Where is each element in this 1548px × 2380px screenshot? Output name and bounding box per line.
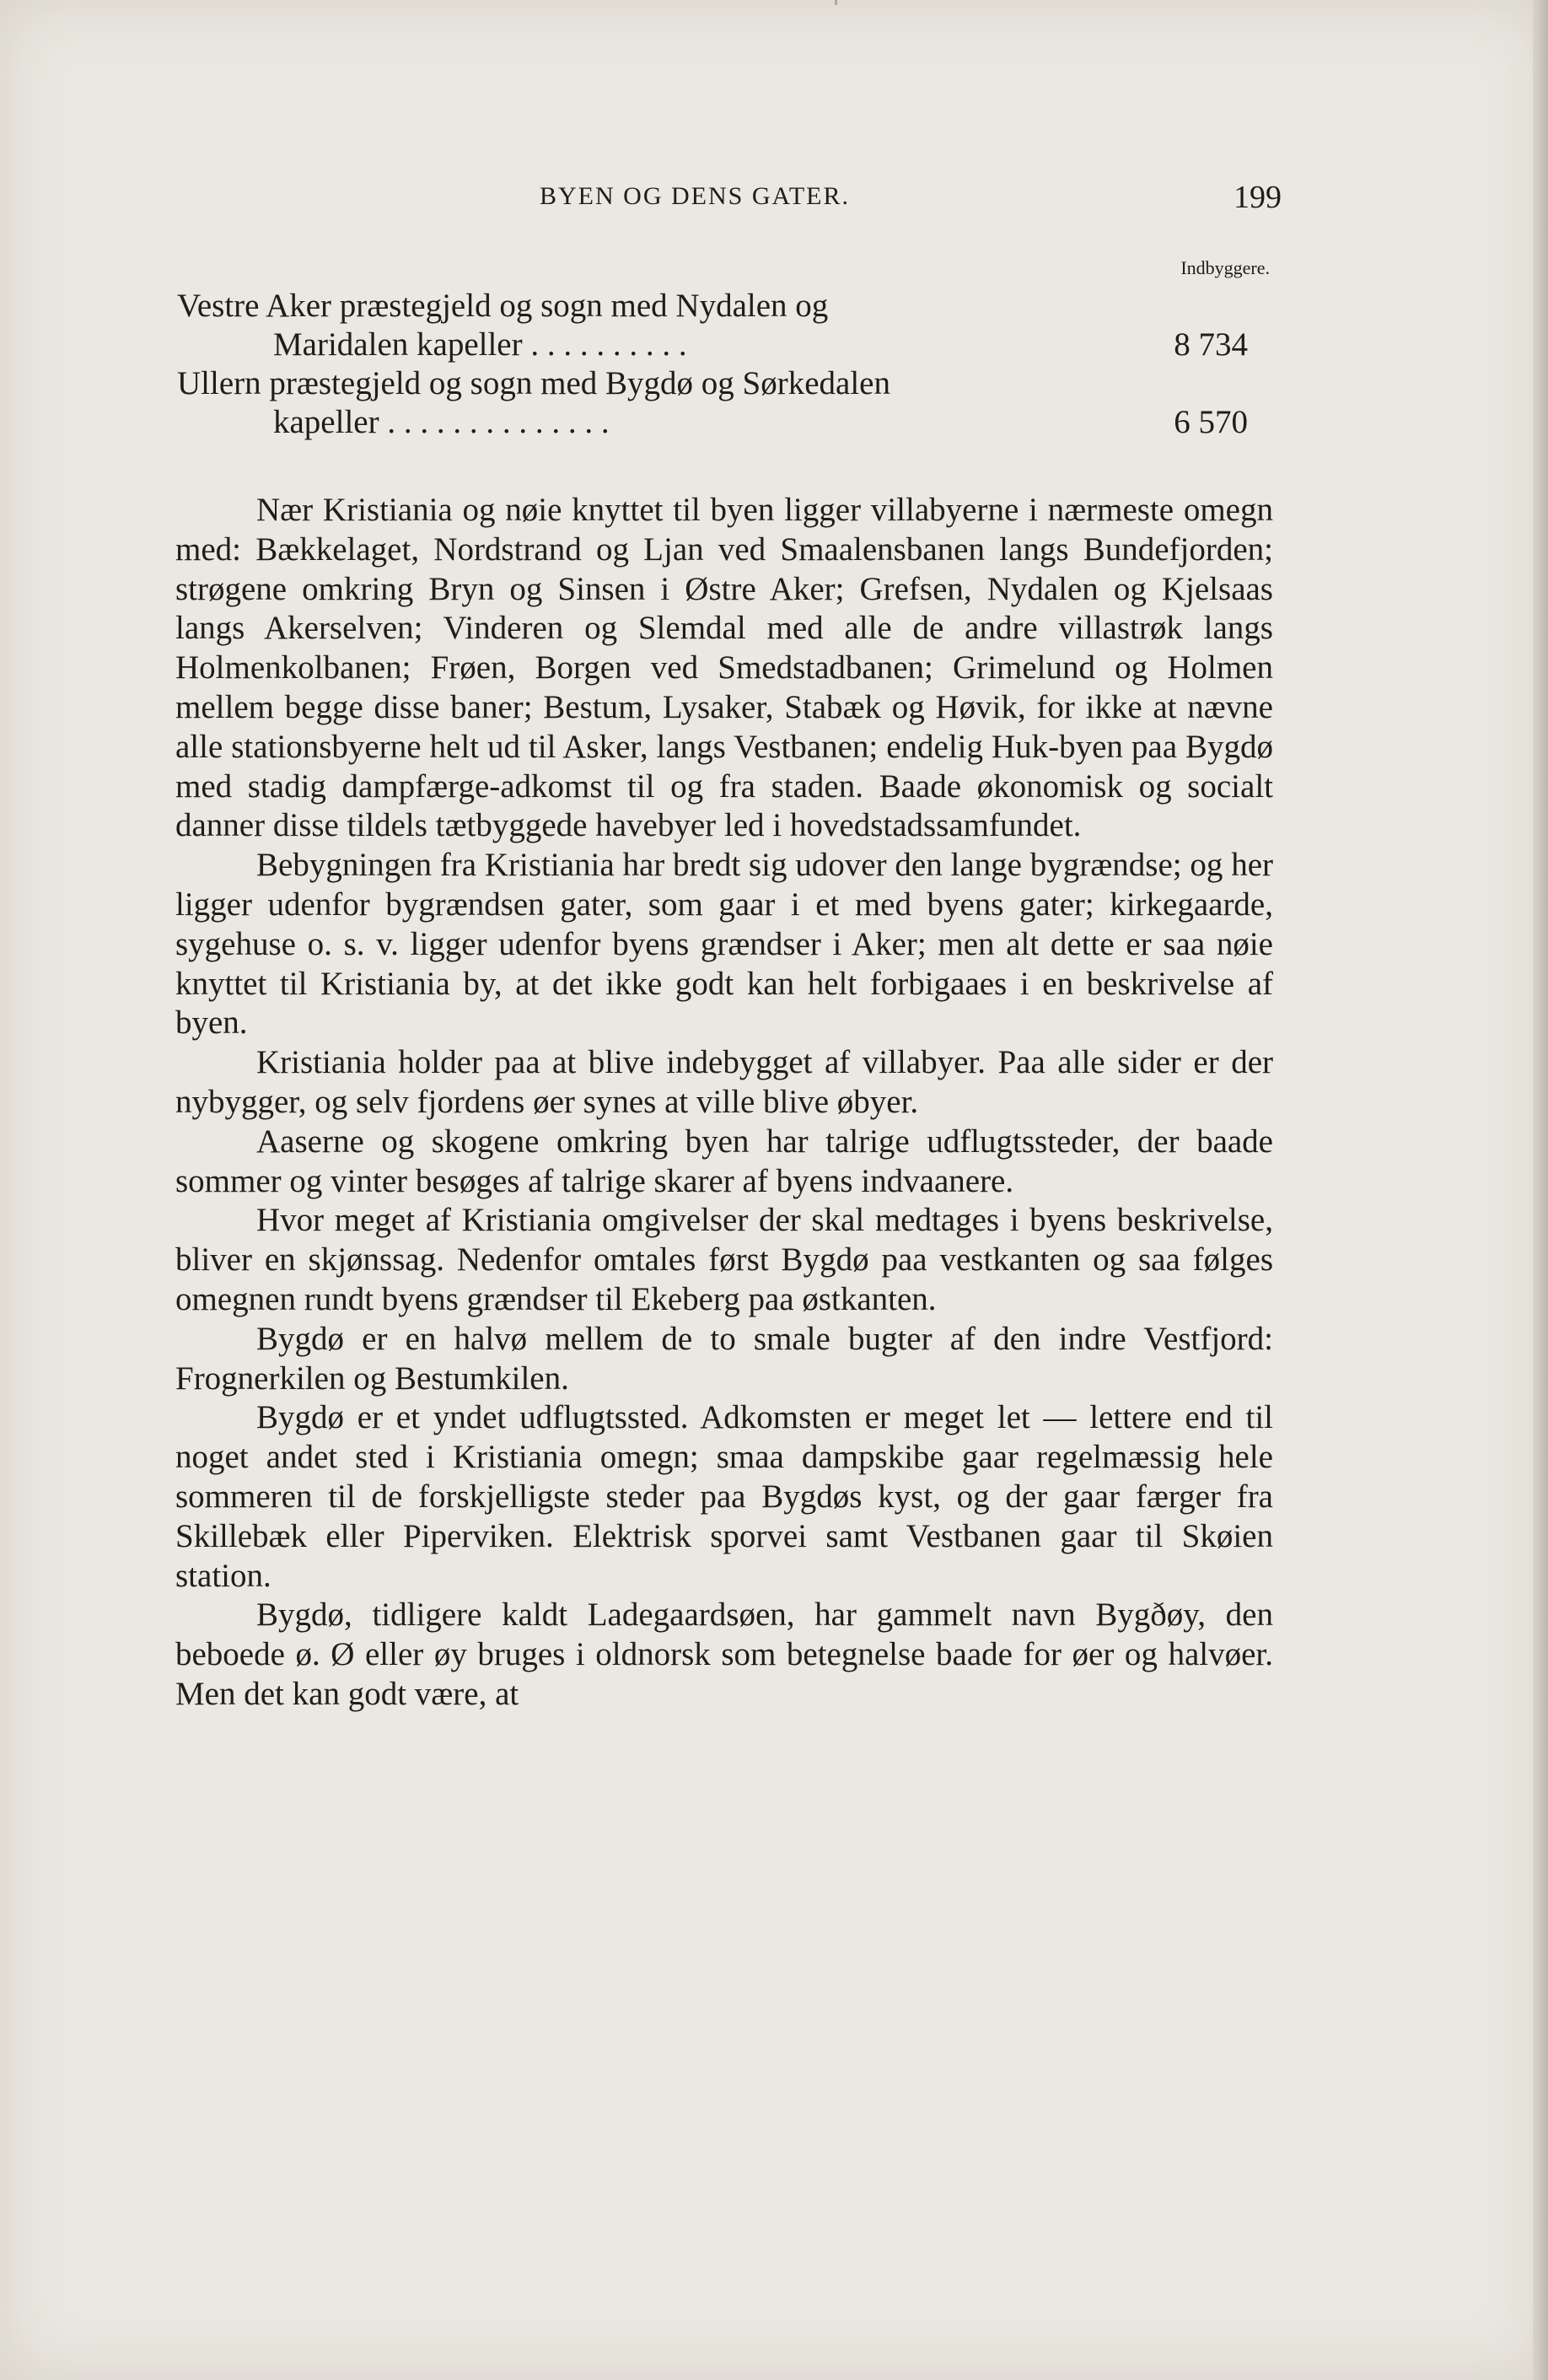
paragraph: Kristiania holder paa at blive indebygget af villabyer. Paa alle sider er der nybygger, og selv fjordens øer synes at ville blive øbyer.: [175, 1044, 1273, 1120]
table-row-label-line1: Ullern præstegjeld og sogn med Bygdø og Sørkedalen: [177, 365, 890, 401]
table-row-label-line2: Maridalen kapeller . . . . . . . . . .: [273, 326, 687, 363]
paragraph: Bebygningen fra Kristiania har bredt sig udover den lange bygrændse; og her ligger udenfor bygrændsen gater, som gaar i et med byens gater; kirkegaarde, sygehuse o. s. v. ligger udenfor byens grændser i Aker; men alt dette er saa nøie knyttet til Kristiania by, at det ikke godt kan helt forbigaaes i en beskrivelse af byen.: [175, 847, 1273, 1042]
paragraph: Nær Kristiania og nøie knyttet til byen ligger villabyerne i nærmeste omegn med: Bækkelaget, Nordstrand og Ljan ved Smaalensbanen langs Bundefjorden; strøgene omkring Bryn og Sinsen i Østre Aker; Grefsen, Nydalen og Kjelsaas langs Akerselven; Vinderen og Slemdal med alle de andre villastrøk langs Holmenkolbanen; Frøen, Borgen ved Smedstadbanen; Grimelund og Holmen mellem begge disse baner; Bestum, Lysaker, Stabæk og Høvik, for ikke at nævne alle stationsbyerne helt ud til Asker, langs Vestbanen; endelig Huk-byen paa Bygdø med stadig dampfærge-adkomst til og fra staden. Baade økonomisk og socialt danner disse tildels tætbyggede havebyer led i hovedstadssamfundet.: [175, 492, 1273, 844]
running-title: BYEN OG DENS GATER.: [540, 182, 850, 210]
paragraph: Bygdø, tidligere kaldt Ladegaardsøen, har gammelt navn Bygðøy, den beboede ø. Ø eller øy bruges i oldnorsk som betegnelse baade for øer og halvøer. Men det kan godt være, at: [175, 1597, 1273, 1712]
page-edge: [1533, 0, 1548, 2380]
population-column-label: Indbyggere.: [1180, 257, 1270, 278]
table-row: [177, 287, 1248, 364]
table-row-label-line2: kapeller . . . . . . . . . . . . . .: [273, 404, 610, 440]
table-row-label-line1: Vestre Aker præstegjeld og sogn med Nydalen og: [177, 288, 829, 324]
population-table: [177, 287, 1248, 442]
paragraph: Hvor meget af Kristiania omgivelser der skal medtages i byens beskrivelse, bliver en skjønssag. Nedenfor omtales først Bygdø paa vestkanten og saa følges omegnen rundt byens grændser til Ekeberg paa østkanten.: [175, 1202, 1273, 1317]
paragraph: Aaserne og skogene omkring byen har talrige udflugtssteder, der baade sommer og vinter besøges af talrige skarer af byens indvaanere.: [175, 1123, 1273, 1199]
scan-speck: [835, 0, 837, 5]
table-row-value: 6 570: [1174, 404, 1248, 440]
paragraph: Bygdø er en halvø mellem de to smale bugter af den indre Vestfjord: Frognerkilen og Bestumkilen.: [175, 1320, 1273, 1397]
body-text: [175, 491, 1273, 1715]
table-row: [177, 364, 1248, 442]
running-header: [169, 182, 1282, 224]
table-row-value: 8 734: [1174, 326, 1248, 363]
paragraph: Bygdø er et yndet udflugtssted. Adkomsten er meget let — lettere end til noget andet sted i Kristiania omegn; smaa dampskibe gaar regelmæssig hele sommeren til de forskjelligste steder paa Bygdøs kyst, og der gaar færger fra Skillebæk eller Piperviken. Elektrisk sporvei samt Vestbanen gaar til Skøien station.: [175, 1399, 1273, 1594]
page-number: 199: [1234, 180, 1282, 215]
